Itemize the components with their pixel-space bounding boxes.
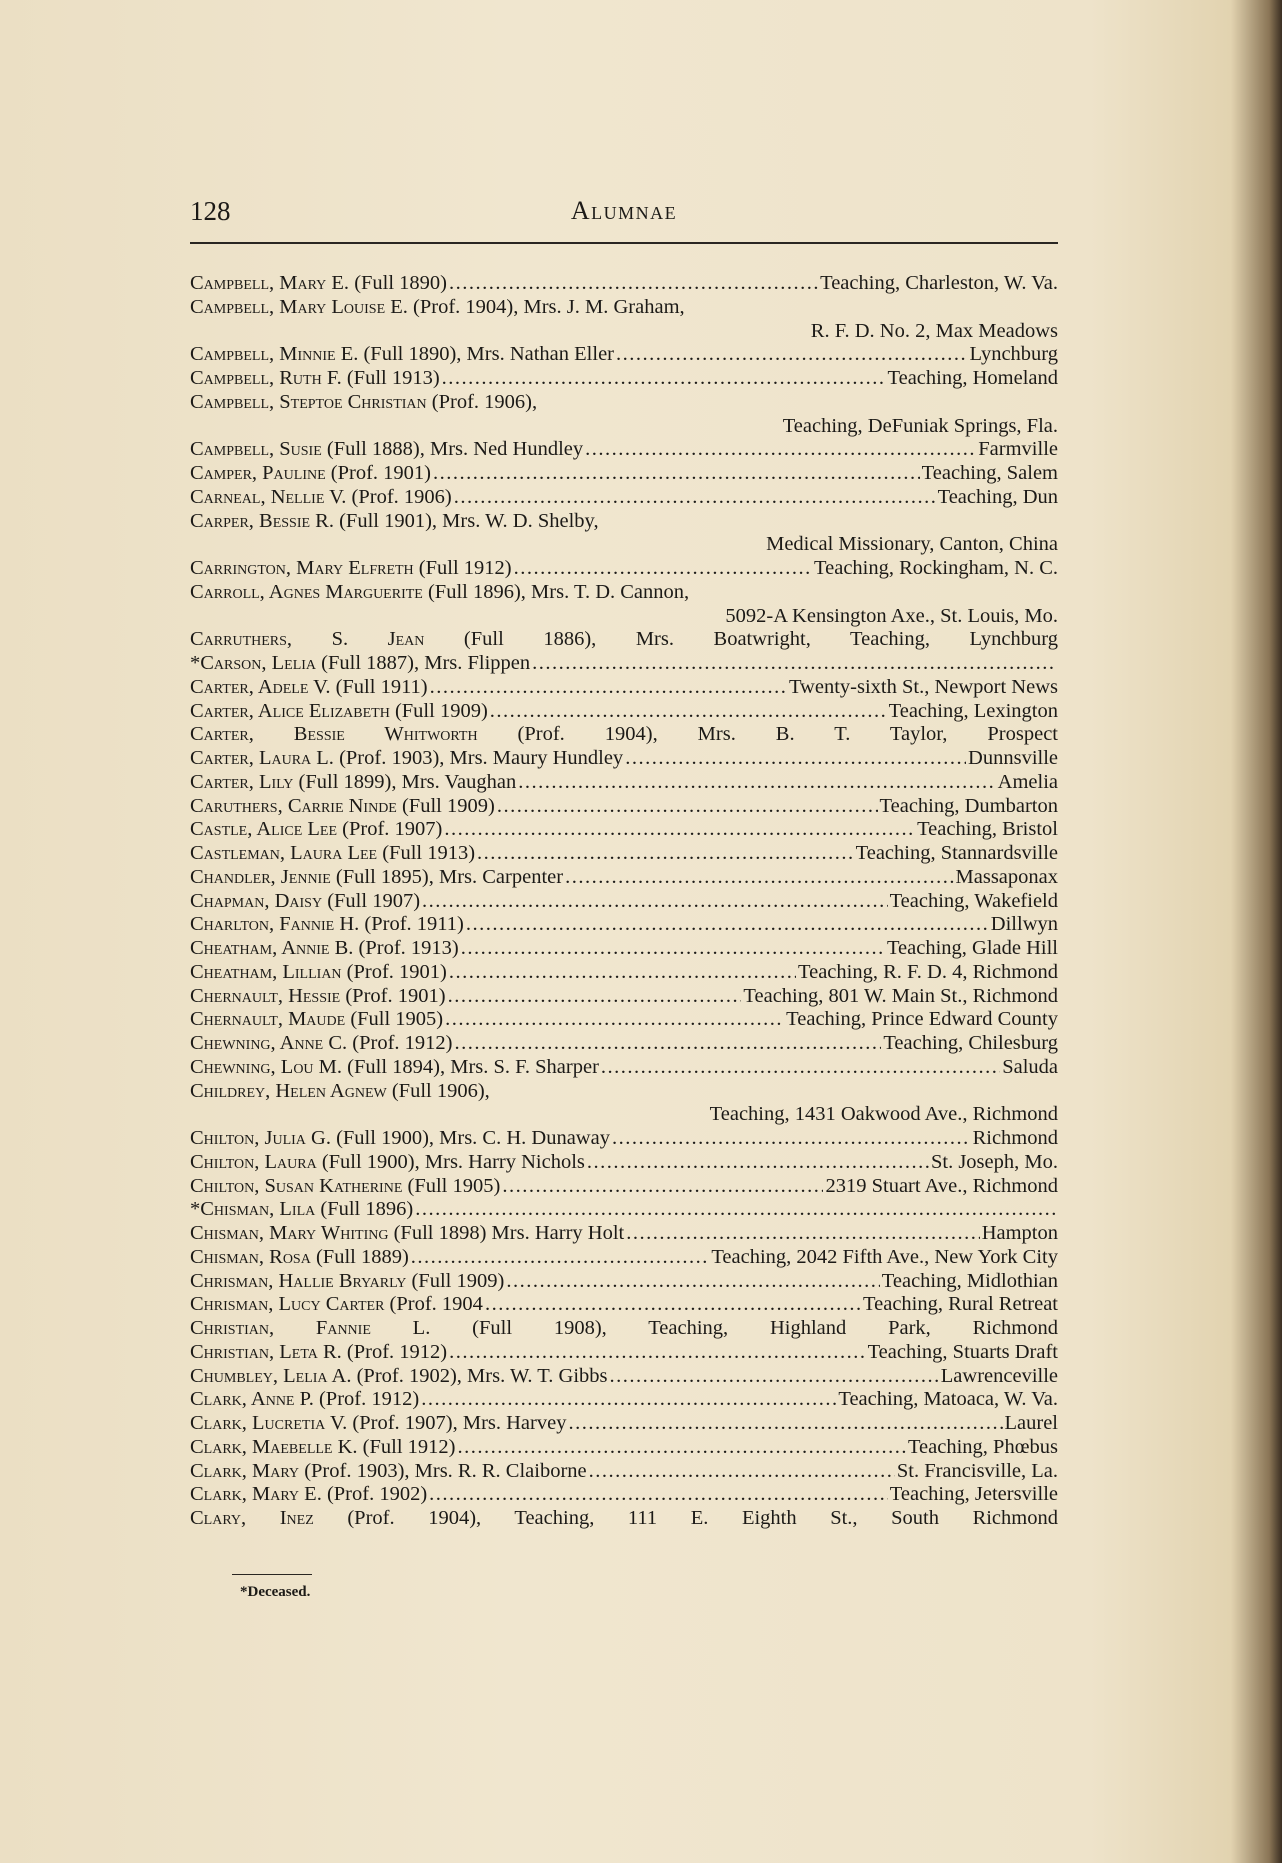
entry-line [190,510,1058,534]
entry-name: Carrington, Mary Elfreth [190,557,414,579]
entry-location: Dillwyn [990,913,1058,936]
dot-leader [485,1293,861,1317]
entry-detail: (Full 1908), Teaching, Highland Park, Richmond [430,1317,1058,1339]
entry-location: Teaching, Midlothian [881,1269,1058,1292]
entry-location: Teaching, R. F. D. 4, Richmond [798,960,1058,983]
entry-name: Campbell, Susie [190,438,322,461]
entry-detail: (Prof. 1911) [359,913,464,936]
dot-leader [466,913,989,937]
entry-name: Chandler, Jennie [190,865,331,888]
entry-detail: (Full 1886), Mrs. Boatwright, Teaching, Lynchburg [424,628,1058,651]
dot-leader [422,890,888,914]
entry-detail: (Full 1905) [402,1174,501,1197]
dot-leader [625,747,966,771]
entry-name: Charlton, Fannie H. [190,913,360,936]
entry-detail: (Full 1889) [310,1245,409,1268]
entry-name: Caruthers, Carrie Ninde [190,794,397,817]
entry-location: Teaching, Lexington [888,699,1058,722]
entry-line [190,842,1058,866]
entry-detail: (Prof. 1912) [347,1032,453,1054]
dot-leader [429,1483,888,1507]
dot-leader [565,866,953,890]
entry-line [190,1080,1058,1104]
entry-detail: (Full 1890), Mrs. Nathan Eller [358,343,614,366]
dot-leader [626,1222,979,1246]
dot-leader [497,795,878,819]
entry-detail: (Full 1896) [315,1198,414,1221]
entry-detail: (Full 1907) [322,889,421,912]
entry-location: Teaching, 2042 Fifth Ave., New York City [711,1245,1058,1268]
entry-name: Chumbley, Lelia A. [190,1364,352,1387]
entry-line [190,343,1058,367]
dot-leader [448,985,742,1009]
entry-location: Massaponax [955,865,1058,888]
entry-line [190,628,1058,652]
entry-line [190,866,1058,890]
entry-name: Carter, Bessie Whitworth [190,723,478,746]
entry-name: Clark, Lucretia V. [190,1412,348,1434]
page-header [190,196,1058,232]
entry-line [190,581,1058,605]
entry-location: Teaching, Bristol [917,818,1058,841]
entry-location: St. Joseph, Mo. [930,1150,1058,1173]
dot-leader [585,438,976,462]
entry-name: Chewning, Anne C. [190,1032,348,1054]
entry-name: Campbell, Mary Louise E. [190,295,408,318]
entry-name: Castleman, Laura Lee [190,842,378,864]
entry-detail: (Full 1913) [377,842,476,864]
dot-leader [433,462,920,486]
entry-continuation: Medical Missionary, Canton, China [766,533,1058,556]
entry-name: *Chisman, Lila [190,1198,316,1221]
entry-location: Teaching, Stannardsville [855,842,1058,864]
entry-name: Chisman, Mary Whiting [190,1222,389,1244]
entry-name: Chewning, Lou M. [190,1055,343,1078]
footnote: *Deceased. [240,1584,311,1600]
dot-leader [532,652,1056,676]
entry-location: Teaching, Homeland [887,367,1058,389]
entry-detail: (Prof. 1907), Mrs. Harvey [347,1412,567,1434]
entry-name: Campbell, Minnie E. [190,343,359,366]
entry-location: Teaching, Chilesburg [883,1032,1058,1054]
running-title: Alumnae [570,196,678,225]
entry-detail: (Full 1887), Mrs. Flippen [316,652,531,674]
dot-leader [421,1388,836,1412]
entry-location: Teaching, Rural Retreat [863,1293,1058,1316]
entry-location: Teaching, Salem [921,462,1058,484]
entry-line [190,1246,1058,1270]
entry-name: Campbell, Steptoe Christian [190,390,427,413]
footnote-rule [232,1574,312,1575]
dot-leader [506,1270,879,1294]
entry-name: Carter, Lily [190,770,294,793]
entry-detail: (Prof. 1901) [325,462,431,484]
entry-detail: (Prof. 1901) [340,984,446,1007]
entry-name: Campbell, Ruth F. [190,367,342,389]
entry-location: 2319 Stuart Ave., Richmond [825,1174,1058,1197]
entry-line [190,1317,1058,1341]
entry-name: Chilton, Susan Katherine [190,1174,403,1197]
dot-leader [587,1151,929,1175]
dot-leader [454,486,936,510]
entry-detail: (Full 1898) Mrs. Harry Holt [388,1222,625,1244]
dot-leader [449,1341,865,1365]
entry-detail: (Full 1900), Mrs. Harry Nichols [316,1150,585,1173]
entry-detail: (Full 1899), Mrs. Vaughan [293,770,517,793]
entry-detail: (Prof. 1902), Mrs. W. T. Gibbs [351,1364,608,1387]
entry-name: Clark, Maebelle K. [190,1435,358,1458]
entry-line [190,1293,1058,1317]
entry-name: Clary, Inez [190,1507,314,1529]
entry-line [190,296,1058,320]
entry-name: Chernault, Maude [190,1008,346,1031]
entry-line [190,1127,1058,1151]
entry-detail: (Full 1888), Mrs. Ned Hundley [321,438,584,461]
entry-detail: (Full 1911) [330,675,428,698]
entry-name: Christian, Leta R. [190,1340,342,1363]
entry-name: Childrey, Helen Agnew [190,1079,387,1102]
entry-line [190,1460,1058,1484]
entry-location: Teaching, Matoaca, W. Va. [838,1388,1058,1411]
entry-line [190,890,1058,914]
entry-detail: (Full 1912) [413,557,512,579]
entry-location: Richmond [972,1127,1058,1149]
entry-line [190,1222,1058,1246]
entry-detail: (Full 1912) [357,1435,456,1458]
entry-line [190,462,1058,486]
entry-location: Saluda [1002,1055,1058,1078]
entry-continuation: 5092-A Kensington Axe., St. Louis, Mo. [725,604,1058,627]
dot-leader [610,1365,939,1389]
dot-leader [568,1412,1002,1436]
entry-line [190,1436,1058,1460]
dot-leader [612,1127,971,1151]
entry-location: Teaching, Prince Edward County [786,1008,1058,1031]
entry-detail: (Prof. 1904), Teaching, 111 E. Eighth St., South Richmond [313,1507,1058,1529]
entry-location: St. Francisville, La. [896,1459,1058,1482]
entry-detail: (Prof. 1903), Mrs. R. R. Claiborne [299,1459,587,1482]
dot-leader [490,700,887,724]
entry-line [190,1056,1058,1080]
entry-detail: (Full 1900), Mrs. C. H. Dunaway [330,1127,610,1149]
dot-leader [449,272,818,296]
dot-leader [455,1032,882,1056]
entry-continuation: Teaching, 1431 Oakwood Ave., Richmond [709,1103,1058,1126]
entry-line [190,1388,1058,1412]
entry-line [190,272,1058,296]
entry-name: Castle, Alice Lee [190,818,338,841]
alumnae-list [190,272,1058,1531]
dot-leader [477,842,854,866]
entry-name: Carter, Alice Elizabeth [190,699,390,722]
entry-detail: (Prof. 1902) [321,1483,428,1506]
dot-leader [589,1460,895,1484]
entry-detail: (Full 1901), Mrs. W. D. Shelby, [333,509,599,532]
entry-detail: (Full 1913) [341,367,440,389]
entry-detail: (Full 1909) [396,794,495,817]
entry-detail: (Prof. 1912) [341,1340,448,1363]
dot-leader [518,771,995,795]
entry-location: Twenty-sixth St., Newport News [788,675,1058,698]
entry-location: Lynchburg [969,343,1058,366]
dot-leader [411,1246,710,1270]
entry-line [190,676,1058,700]
entry-name: Chernault, Hessie [190,984,341,1007]
entry-line [190,771,1058,795]
dot-leader [616,343,968,367]
entry-line [190,747,1058,771]
entry-location: Teaching, 801 W. Main St., Richmond [743,984,1058,1007]
dot-leader [445,1008,784,1032]
entry-location: Teaching, Wakefield [889,889,1058,912]
entry-detail: (Full 1894), Mrs. S. F. Sharper [342,1055,599,1078]
entry-detail: (Prof. 1906), [426,390,538,413]
dot-leader [502,1175,823,1199]
entry-detail: (Full 1905) [345,1008,444,1031]
entry-location: Laurel [1004,1412,1058,1434]
entry-line [190,391,1058,415]
entry-name: Carroll, Agnes Marguerite [190,580,423,603]
entry-line [190,961,1058,985]
entry-name: Chrisman, Hallie Bryarly [190,1269,407,1292]
entry-line [190,1412,1058,1436]
dot-leader [461,937,885,961]
entry-detail: (Prof. 1913) [353,937,459,959]
entry-name: Carter, Adele V. [190,675,331,698]
entry-line [190,438,1058,462]
entry-line [190,700,1058,724]
dot-leader [514,557,812,581]
entry-line [190,1483,1058,1507]
entry-location: Teaching, Dumbarton [879,794,1058,817]
entry-name: Carneal, Nellie V. [190,485,347,508]
entry-detail: (Full 1895), Mrs. Carpenter [330,865,564,888]
dot-leader [601,1056,1000,1080]
dot-leader [449,961,796,985]
entry-name: Cheatham, Annie B. [190,937,354,959]
entry-name: Campbell, Mary E. [190,272,350,294]
entry-location: Teaching, Stuarts Draft [867,1340,1058,1363]
entry-location: Teaching, Rockingham, N. C. [814,557,1058,579]
entry-name: *Carson, Lelia [190,652,317,674]
entry-name: Clark, Mary [190,1459,300,1482]
entry-line [190,1175,1058,1199]
entry-detail: (Prof. 1904), Mrs. J. M. Graham, [407,295,685,318]
entry-line [190,1198,1058,1222]
entry-detail: (Prof. 1904), Mrs. B. T. Taylor, Prospect [477,723,1058,746]
entry-line [190,913,1058,937]
entry-name: Clark, Anne P. [190,1388,314,1411]
entry-location: Teaching, Dun [937,485,1058,508]
entry-location: Lawrenceville [940,1364,1058,1387]
entry-name: Camper, Pauline [190,462,326,484]
entry-detail: (Prof. 1903), Mrs. Maury Hundley [333,747,624,769]
page-number: 128 [190,196,231,226]
entry-line [190,723,1058,747]
entry-name: Clark, Mary E. [190,1483,322,1506]
entry-location: Dunnsville [968,747,1058,769]
entry-location: Teaching, Jetersville [889,1483,1058,1506]
entry-name: Chisman, Rosa [190,1245,311,1268]
entry-detail: (Prof. 1901) [341,960,447,983]
entry-name: Cheatham, Lillian [190,960,342,983]
entry-continuation: Teaching, DeFuniak Springs, Fla. [782,414,1058,437]
entry-detail: (Prof. 1906) [346,485,452,508]
entry-name: Christian, Fannie L. [190,1317,431,1339]
entry-detail: (Prof. 1907) [337,818,443,841]
entry-continuation: R. F. D. No. 2, Max Meadows [810,319,1058,342]
entry-line [190,985,1058,1009]
entry-line [190,367,1058,391]
entry-detail: (Full 1906), [386,1079,490,1102]
entry-line [190,1270,1058,1294]
entry-name: Carruthers, S. Jean [190,628,425,651]
entry-name: Chilton, Laura [190,1150,317,1173]
entry-detail: (Full 1896), Mrs. T. D. Cannon, [422,580,690,603]
entry-detail: (Full 1890) [349,272,448,294]
entry-line [190,795,1058,819]
entry-line [190,1151,1058,1175]
entry-line [190,652,1058,676]
entry-location: Farmville [978,438,1058,461]
dot-leader [442,367,886,391]
entry-name: Carper, Bessie R. [190,509,334,532]
entry-location: Teaching, Charleston, W. Va. [820,272,1058,294]
entry-detail: (Full 1909) [406,1269,505,1292]
entry-name: Chrisman, Lucy Carter [190,1293,385,1316]
dot-leader [444,818,915,842]
entry-line [190,937,1058,961]
dot-leader [457,1436,905,1460]
entry-line [190,1032,1058,1056]
entry-line [190,557,1058,581]
entry-location: Amelia [997,770,1058,793]
entry-location: Teaching, Phœbus [907,1435,1058,1458]
entry-name: Carter, Laura L. [190,747,334,769]
entry-location: Teaching, Glade Hill [886,937,1058,959]
entry-line [190,1341,1058,1365]
entry-line [190,1507,1058,1531]
entry-detail: (Full 1909) [389,699,488,722]
dot-leader [415,1198,1056,1222]
entry-line [190,486,1058,510]
entry-name: Chapman, Daisy [190,889,323,912]
entry-line [190,1008,1058,1032]
entry-detail: (Prof. 1904 [384,1293,483,1316]
dot-leader [430,676,787,700]
entry-line [190,818,1058,842]
entry-location: Hampton [981,1222,1058,1244]
header-rule [190,242,1058,244]
entry-detail: (Prof. 1912) [313,1388,420,1411]
entry-name: Chilton, Julia G. [190,1127,331,1149]
entry-line [190,1365,1058,1389]
